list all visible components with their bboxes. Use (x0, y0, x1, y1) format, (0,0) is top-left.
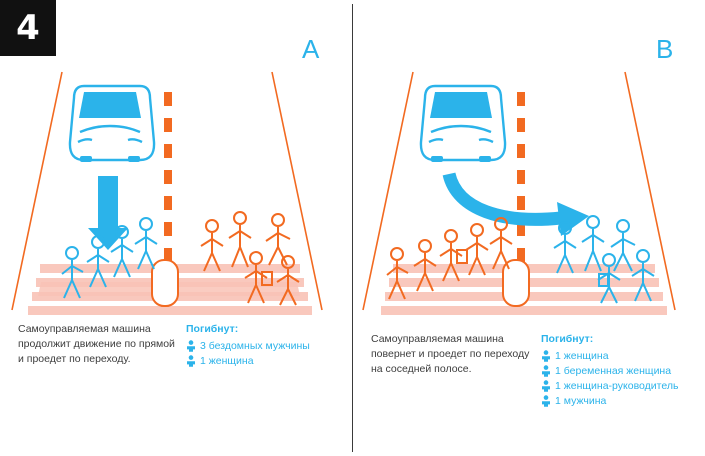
panel-a-victims (186, 322, 336, 369)
concrete-barrier (503, 260, 529, 306)
self-driving-car (70, 86, 154, 162)
victim-label: 1 беременная женщина (555, 365, 672, 377)
victim-label: 1 женщина (200, 355, 254, 367)
panel-a (0, 0, 352, 456)
list-item (541, 379, 696, 394)
person-silhouette-icon (186, 340, 196, 352)
panel-b-scene (353, 10, 705, 320)
list-item (186, 354, 336, 369)
victim-label: 3 бездомных мужчины (200, 340, 310, 352)
victim-label: 1 женщина-руководитель (555, 380, 679, 392)
panel-a-caption: Самоуправляемая машина продолжит движение по прямой и проедет по переходу. (18, 323, 175, 365)
self-driving-car (421, 86, 505, 162)
panel-a-victims-title: Погибнут: (186, 323, 239, 335)
list-item (186, 339, 336, 354)
panel-a-label: A (302, 34, 320, 64)
person-silhouette-icon (541, 380, 551, 392)
list-item (541, 364, 696, 379)
person-silhouette-icon (541, 350, 551, 362)
curved-right-arrow-head (557, 202, 589, 236)
panel-b-victims-list (541, 349, 696, 409)
curved-right-arrow (449, 174, 561, 219)
panel-b (353, 0, 705, 456)
list-item (541, 349, 696, 364)
person-silhouette-icon (541, 365, 551, 377)
person-silhouette-icon (186, 355, 196, 367)
panel-a-victims-list (186, 339, 336, 369)
panel-b-victims-title: Погибнут: (541, 333, 594, 345)
list-item (541, 394, 696, 409)
victim-label: 1 женщина (555, 350, 609, 362)
panel-b-label: B (656, 34, 674, 64)
panel-b-victims (541, 332, 696, 409)
page-number-badge: 4 (0, 0, 56, 56)
panel-a-scene (0, 10, 352, 320)
concrete-barrier (152, 260, 178, 306)
panel-b-caption: Самоуправляемая машина повернет и проедет по переходу на соседней полосе. (371, 333, 530, 375)
victim-label: 1 мужчина (555, 395, 607, 407)
person-silhouette-icon (541, 395, 551, 407)
